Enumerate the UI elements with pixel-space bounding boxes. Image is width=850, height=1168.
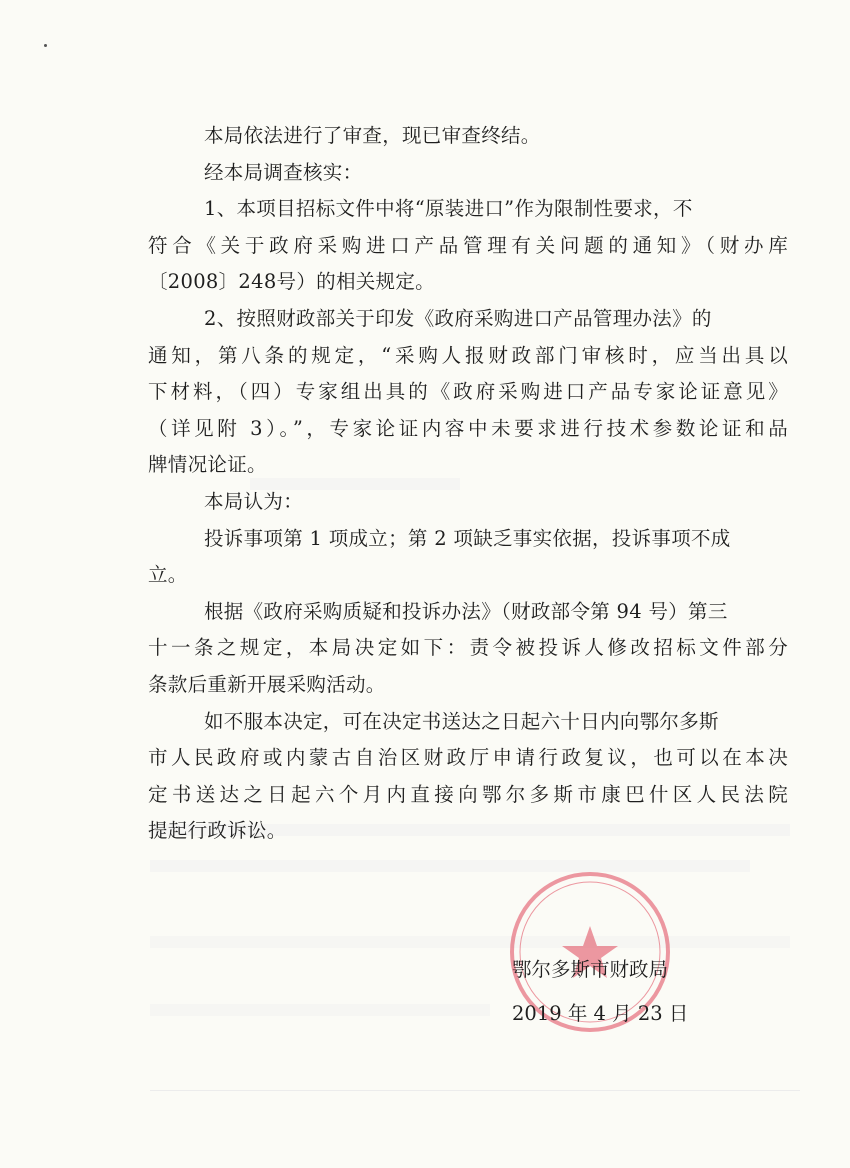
paragraph-line: 十一条之规定，本局决定如下：责令被投诉人修改招标文件部分 bbox=[148, 636, 788, 660]
paragraph-line: 符合《关于政府采购进口产品管理有关问题的通知》（财办库 bbox=[148, 233, 788, 257]
paragraph-line: 通知，第八条的规定，“采购人报财政部门审核时，应当出具以 bbox=[148, 343, 788, 367]
paragraph-line: 本局认为： bbox=[204, 489, 304, 513]
paragraph-line: 提起行政诉讼。 bbox=[148, 819, 287, 843]
paragraph-line: 如不服本决定，可在决定书送达之日起六十日内向鄂尔多斯 bbox=[204, 709, 719, 733]
scan-speck bbox=[44, 44, 47, 47]
paragraph-line: 下材料，（四）专家组出具的《政府采购进口产品专家论证意见》 bbox=[148, 380, 788, 404]
issue-date: 2019 年 4 月 23 日 bbox=[512, 1002, 689, 1025]
paragraph-line: 条款后重新开展采购活动。 bbox=[148, 672, 386, 696]
paragraph-line: 市人民政府或内蒙古自治区财政厅申请行政复议，也可以在本决 bbox=[148, 746, 788, 770]
paragraph-line: 定书送达之日起六个月内直接向鄂尔多斯市康巴什区人民法院 bbox=[148, 782, 788, 806]
decision-body bbox=[148, 118, 788, 850]
paragraph-line: 根据《政府采购质疑和投诉办法》（财政部令第 94 号）第三 bbox=[204, 599, 728, 623]
paragraph-line: 2、按照财政部关于印发《政府采购进口产品管理办法》的 bbox=[204, 306, 712, 330]
paragraph-line: 1、本项目招标文件中将“原装进口”作为限制性要求，不 bbox=[204, 197, 693, 221]
paragraph-line: 牌情况论证。 bbox=[148, 453, 267, 477]
issuer-name: 鄂尔多斯市财政局 bbox=[512, 958, 669, 981]
paragraph-line: 本局依法进行了审查，现已审查终结。 bbox=[204, 124, 541, 147]
show-through-line bbox=[150, 1004, 490, 1016]
show-through-line bbox=[150, 936, 790, 948]
paragraph-line: 投诉事项第 1 项成立；第 2 项缺乏事实依据，投诉事项不成 bbox=[204, 526, 731, 550]
paragraph-line: 〔2008〕248号）的相关规定。 bbox=[148, 270, 435, 294]
page-bottom-rule bbox=[150, 1090, 800, 1091]
paragraph-line: 经本局调查核实： bbox=[204, 160, 363, 184]
paragraph-line: （详见附 3）。”，专家论证内容中未要求进行技术参数论证和品 bbox=[148, 416, 788, 440]
signature-block bbox=[512, 948, 688, 1036]
paragraph-line: 立。 bbox=[148, 563, 188, 587]
